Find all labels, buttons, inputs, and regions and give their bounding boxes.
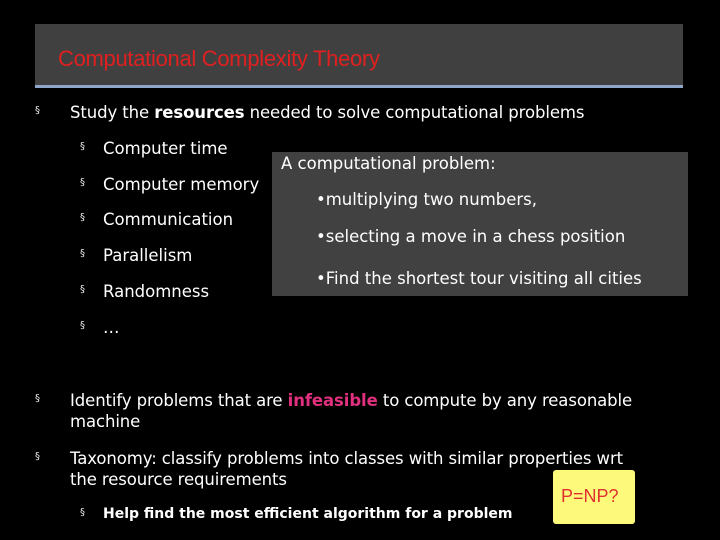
square-bullet-icon: §: [35, 105, 40, 116]
square-bullet-icon: §: [35, 451, 40, 462]
infeasible-highlight: infeasible: [287, 391, 378, 410]
slide-title: Computational Complexity Theory: [58, 46, 380, 71]
problem-box: [272, 152, 688, 296]
square-bullet-icon: §: [80, 177, 85, 188]
square-bullet-icon: §: [80, 507, 85, 518]
sub-item-communication: Communication: [103, 210, 234, 229]
bullet-resources: [70, 103, 584, 122]
square-bullet-icon: §: [80, 284, 85, 295]
sub-item-ellipsis: …: [103, 318, 120, 337]
square-bullet-icon: §: [80, 141, 85, 152]
title-bar: [35, 24, 683, 88]
problem-box-heading: A computational problem:: [281, 154, 496, 173]
bullet-infeasible: [70, 391, 632, 410]
pnp-callout-text: P=NP?: [561, 486, 619, 506]
bullet-taxonomy-line2: the resource requirements: [70, 470, 287, 489]
problem-item-chess: •selecting a move in a chess position: [316, 227, 626, 246]
problem-item-tour: •Find the shortest tour visiting all cities: [316, 269, 642, 288]
pnp-callout: [553, 470, 635, 524]
square-bullet-icon: §: [80, 320, 85, 331]
square-bullet-icon: §: [35, 393, 40, 404]
sub-item-time: Computer time: [103, 139, 228, 158]
bullet-infeasible-after: to compute by any reasonable: [377, 391, 633, 410]
bullet-infeasible-line2: machine: [70, 412, 141, 431]
square-bullet-icon: §: [80, 212, 85, 223]
sub-item-efficient: Help find the most efficient algorithm for a problem: [103, 506, 513, 522]
bullet-resources-after: needed to solve computational problems: [244, 103, 585, 122]
sub-item-parallelism: Parallelism: [103, 246, 193, 265]
square-bullet-icon: §: [80, 248, 85, 259]
bullet-infeasible-before: Identify problems that are: [70, 391, 288, 410]
sub-item-randomness: Randomness: [103, 282, 210, 301]
bullet-resources-before: Study the: [70, 103, 155, 122]
problem-item-multiply: •multiplying two numbers,: [316, 190, 538, 209]
bullet-taxonomy-line1: Taxonomy: classify problems into classes with similar properties wrt: [70, 449, 624, 468]
bullet-resources-bold: resources: [154, 103, 245, 122]
sub-item-memory: Computer memory: [103, 175, 260, 194]
